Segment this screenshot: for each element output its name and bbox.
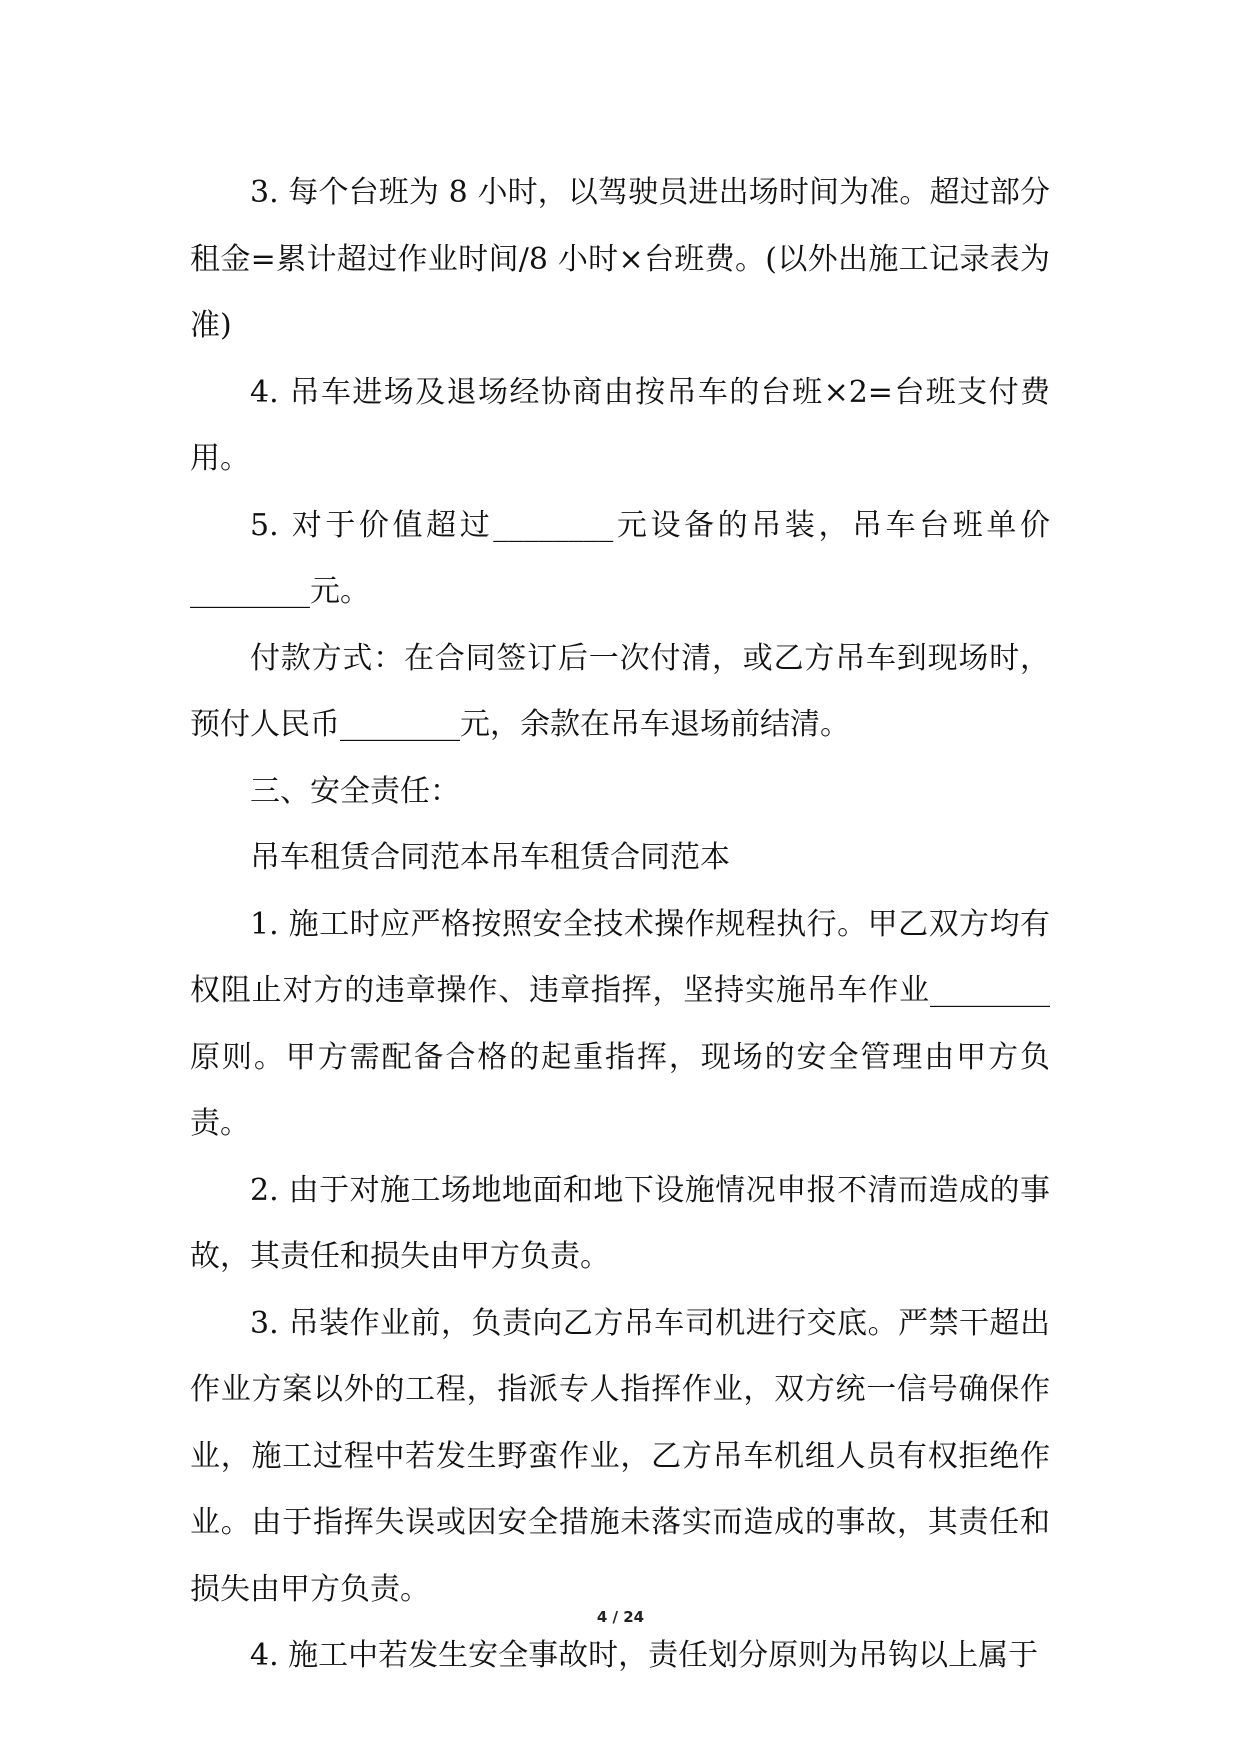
paragraph-safety-item-1: 1. 施工时应严格按照安全技术操作规程执行。甲乙双方均有权阻止对方的违章操作、违章指挥，坚持实施吊车作业________原则。甲方需配备合格的起重指挥，现场的安全管理由甲方负责。 bbox=[190, 906, 1050, 1141]
paragraph-item-4-entry-exit-fee: 4. 吊车进场及退场经协商由按吊车的台班×2=台班支付费用。 bbox=[190, 374, 1050, 476]
paragraph-item-3-shift-hours: 3. 每个台班为 8 小时，以驾驶员进出场时间为准。超过部分租金=累计超过作业时间/8 小时×台班费。(以外出施工记录表为准) bbox=[190, 175, 1050, 343]
document-body bbox=[190, 160, 1050, 1690]
paragraph-safety-item-2: 2. 由于对施工场地地面和地下设施情况申报不清而造成的事故，其责任和损失由甲方负责。 bbox=[190, 1172, 1050, 1274]
paragraph-safety-item-4: 4. 施工中若发生安全事故时，责任划分原则为吊钩以上属于 bbox=[250, 1638, 1039, 1673]
paragraph-payment-method: 付款方式：在合同签订后一次付清，或乙方吊车到现场时，预付人民币________元，余款在吊车退场前结清。 bbox=[190, 640, 1050, 742]
paragraph-contract-title-repeat: 吊车租赁合同范本吊车租赁合同范本 bbox=[250, 840, 730, 875]
page-number: 4 / 24 bbox=[596, 1608, 645, 1626]
paragraph-item-5-equipment-value: 5. 对于价值超过________元设备的吊装，吊车台班单价________元。 bbox=[190, 507, 1050, 609]
paragraph-safety-item-3: 3. 吊装作业前，负责向乙方吊车司机进行交底。严禁干超出作业方案以外的工程，指派专人指挥作业，双方统一信号确保作业，施工过程中若发生野蛮作业，乙方吊车机组人员有权拒绝作业。由于指挥失误或因安全措施未落实而造成的事故，其责任和损失由甲方负责。 bbox=[190, 1305, 1050, 1607]
section-heading-safety-responsibility: 三、安全责任： bbox=[250, 773, 460, 809]
